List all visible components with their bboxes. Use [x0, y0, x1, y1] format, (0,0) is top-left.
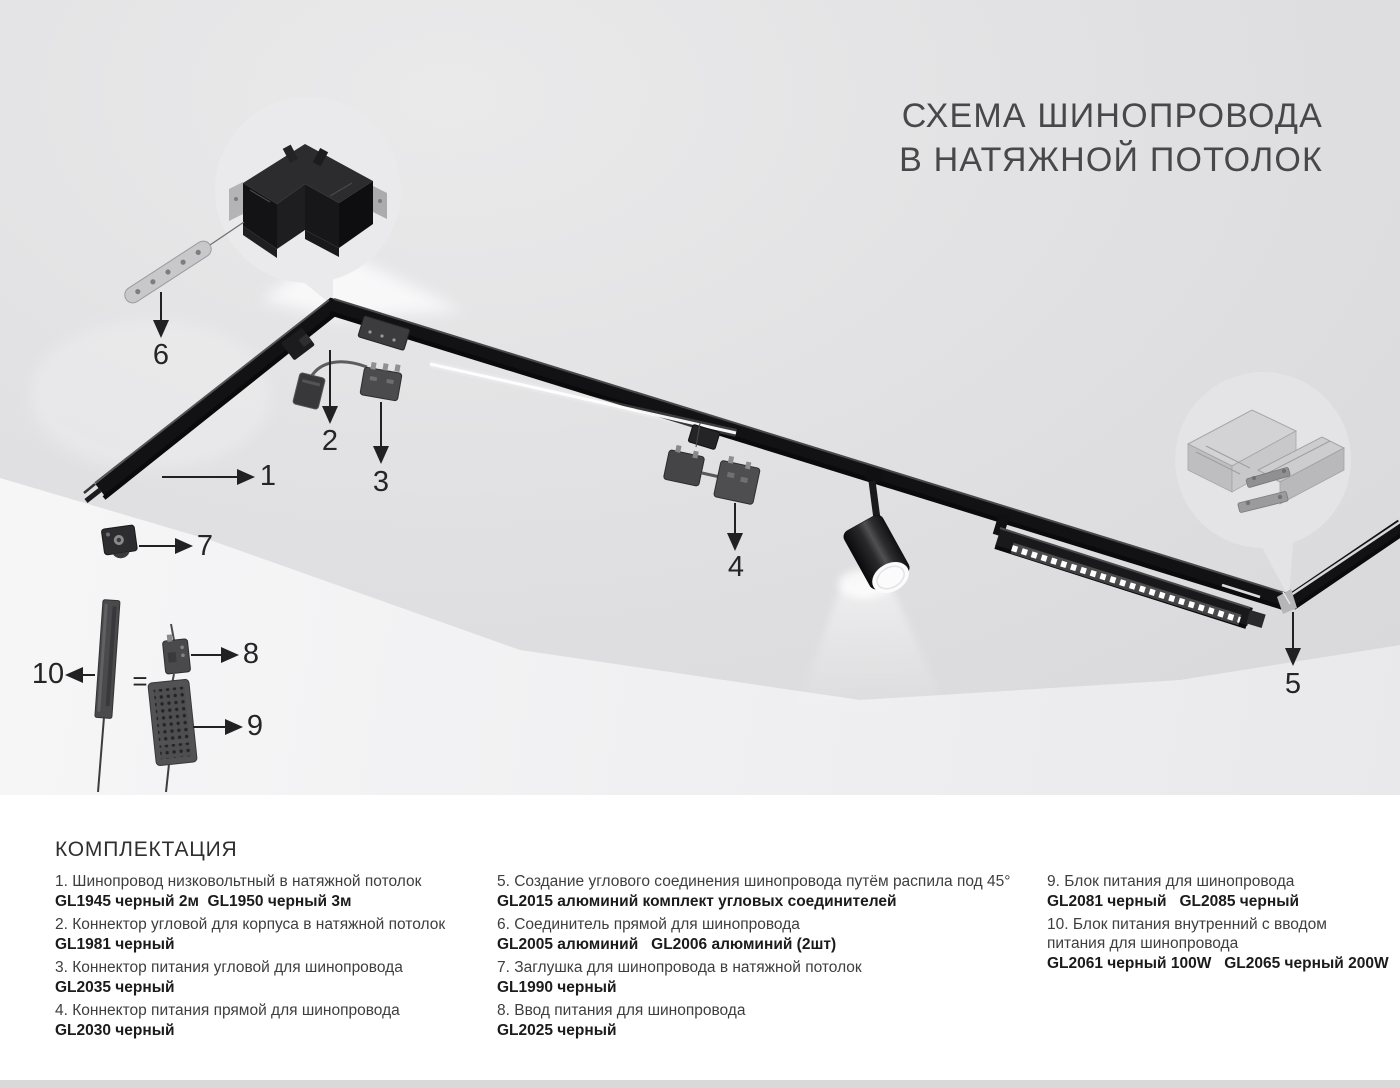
parts-heading: КОМПЛЕКТАЦИЯ — [55, 838, 238, 861]
mounting-strip — [122, 238, 215, 306]
part-desc: 2. Коннектор угловой для корпуса в натяжной потолок — [55, 916, 446, 933]
diagram-title — [899, 94, 1323, 182]
light-beam — [794, 578, 946, 716]
parts-column-3 — [1047, 872, 1389, 977]
part-desc: 4. Коннектор питания прямой для шинопровода — [55, 1002, 400, 1019]
part-item-4 — [55, 1001, 495, 1040]
callout-number-4: 4 — [727, 551, 745, 583]
bottom-strip — [0, 1080, 1400, 1088]
part-desc: 10. Блок питания внутренний с вводом питания для шинопровода — [1047, 916, 1327, 952]
part-item-10 — [1047, 915, 1389, 973]
part-desc: 1. Шинопровод низковольтный в натяжной потолок — [55, 873, 422, 890]
part-item-8 — [497, 1001, 1037, 1040]
part-codes: GL1990 черный — [497, 979, 617, 996]
diagram-title-line2: В НАТЯЖНОЙ ПОТОЛОК — [899, 141, 1323, 179]
equals-sign: = — [132, 666, 148, 696]
spotlight — [794, 466, 946, 716]
part-codes: GL2061 черный 100W GL2065 черный 200W — [1047, 955, 1389, 972]
part-desc: 3. Коннектор питания угловой для шинопровода — [55, 959, 403, 976]
parts-column-2 — [497, 872, 1037, 1044]
part-item-6 — [497, 915, 1037, 954]
part-codes: GL2081 черный GL2085 черный — [1047, 893, 1299, 910]
part-codes: GL2005 алюминий GL2006 алюминий (2шт) — [497, 936, 837, 953]
callout-number-3: 3 — [372, 466, 390, 498]
parts-list-section — [0, 795, 1400, 1080]
callout-number-6: 6 — [152, 339, 170, 371]
callout-number-10: 10 — [31, 658, 65, 690]
straight-feed-connectors — [663, 444, 761, 505]
part-codes: GL2035 черный — [55, 979, 175, 996]
diagram-title-line1: СХЕМА ШИНОПРОВОДА — [901, 97, 1323, 135]
part-item-1 — [55, 872, 495, 911]
inset-mitre-joint — [1175, 372, 1351, 598]
ceiling-niche-highlight — [30, 248, 462, 470]
part-desc: 7. Заглушка для шинопровода в натяжной потолок — [497, 959, 862, 976]
part-item-9 — [1047, 872, 1357, 911]
part-desc: 6. Соединитель прямой для шинопровода — [497, 916, 800, 933]
callout-number-1: 1 — [259, 460, 277, 492]
callout-number-5: 5 — [1284, 668, 1302, 700]
internal-psu-bar — [95, 600, 120, 792]
part-codes: GL2025 черный — [497, 1022, 617, 1039]
part-desc: 8. Ввод питания для шинопровода — [497, 1002, 746, 1019]
callout-number-8: 8 — [242, 638, 260, 670]
end-cap — [101, 525, 138, 561]
part-item-2 — [55, 915, 495, 954]
callout-number-7: 7 — [196, 530, 214, 562]
part-codes: GL2030 черный — [55, 1022, 175, 1039]
part-item-7 — [497, 958, 1037, 997]
callout-number-9: 9 — [246, 710, 264, 742]
callout-number-2: 2 — [321, 425, 339, 457]
part-codes: GL2015 алюминий комплект угловых соединителей — [497, 893, 897, 910]
part-desc: 5. Создание углового соединения шинопровода путём распила под 45° — [497, 873, 1011, 890]
psu-box — [148, 674, 197, 792]
power-input-connector — [162, 624, 191, 674]
part-item-5 — [497, 872, 1037, 911]
parts-column-1 — [55, 872, 495, 1044]
part-item-3 — [55, 958, 495, 997]
part-desc: 9. Блок питания для шинопровода — [1047, 873, 1295, 890]
part-codes: GL1945 черный 2м GL1950 черный 3м — [55, 893, 352, 910]
part-codes: GL1981 черный — [55, 936, 175, 953]
